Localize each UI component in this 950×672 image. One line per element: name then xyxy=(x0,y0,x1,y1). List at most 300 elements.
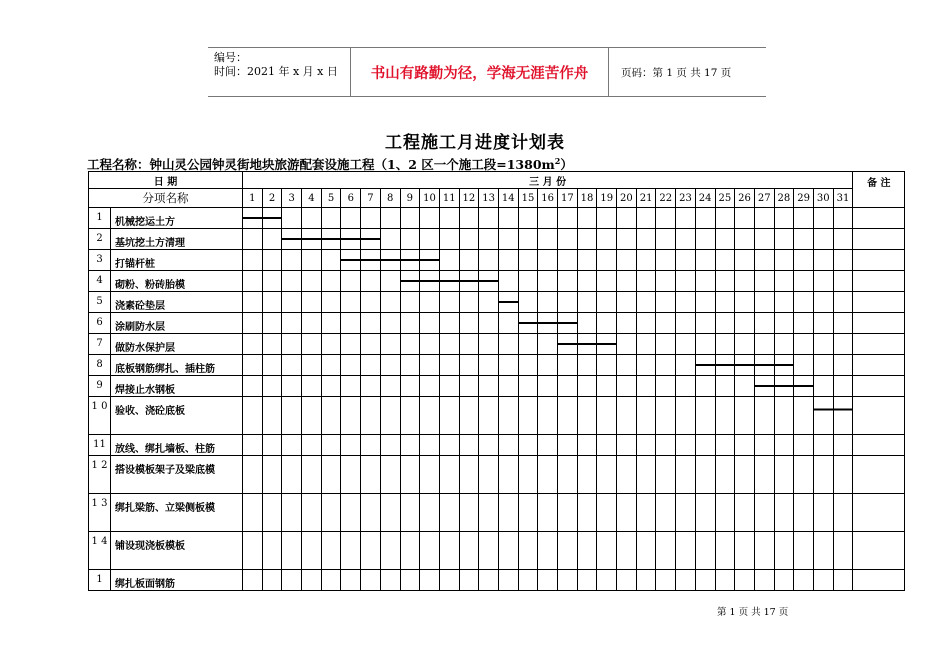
day-cell xyxy=(400,397,420,435)
day-cell xyxy=(715,292,735,313)
day-number: 9 xyxy=(400,189,420,208)
day-cell xyxy=(479,334,499,355)
day-cell xyxy=(695,532,715,570)
day-cell xyxy=(577,250,597,271)
day-cell xyxy=(813,532,833,570)
remark-cell xyxy=(853,355,905,376)
item-name: 放线、绑扎墙板、柱筋 xyxy=(111,435,243,456)
day-cell xyxy=(617,292,637,313)
day-cell xyxy=(636,334,656,355)
day-cell xyxy=(439,532,459,570)
day-cell xyxy=(282,250,302,271)
day-cell xyxy=(813,292,833,313)
day-cell xyxy=(735,334,755,355)
row-number: 11 xyxy=(89,435,111,456)
day-cell xyxy=(656,229,676,250)
day-cell xyxy=(794,271,814,292)
day-cell xyxy=(262,376,282,397)
day-cell xyxy=(558,456,578,494)
day-cell xyxy=(262,494,282,532)
day-cell xyxy=(302,208,322,229)
day-cell xyxy=(656,456,676,494)
day-cell xyxy=(361,494,381,532)
day-cell xyxy=(420,250,440,271)
day-cell xyxy=(518,397,538,435)
day-cell xyxy=(439,334,459,355)
table-row xyxy=(89,229,905,250)
table-row xyxy=(89,292,905,313)
day-cell xyxy=(695,271,715,292)
day-cell xyxy=(695,208,715,229)
day-cell xyxy=(361,570,381,591)
day-cell xyxy=(813,355,833,376)
day-number: 24 xyxy=(695,189,715,208)
day-cell xyxy=(833,271,853,292)
day-cell xyxy=(400,494,420,532)
day-cell xyxy=(833,313,853,334)
day-cell xyxy=(656,494,676,532)
day-cell xyxy=(656,355,676,376)
serial-label: 编号： xyxy=(214,51,247,64)
day-cell xyxy=(636,271,656,292)
day-cell xyxy=(538,435,558,456)
day-cell xyxy=(262,355,282,376)
day-cell xyxy=(774,532,794,570)
day-cell xyxy=(715,250,735,271)
day-cell xyxy=(321,208,341,229)
day-cell xyxy=(656,313,676,334)
day-cell xyxy=(636,229,656,250)
day-cell xyxy=(459,532,479,570)
day-cell xyxy=(518,494,538,532)
day-cell xyxy=(597,456,617,494)
day-number: 27 xyxy=(754,189,774,208)
day-cell xyxy=(479,494,499,532)
day-cell xyxy=(341,397,361,435)
day-cell xyxy=(577,570,597,591)
day-cell xyxy=(597,376,617,397)
day-cell xyxy=(243,208,263,229)
day-cell xyxy=(439,435,459,456)
day-cell xyxy=(715,376,735,397)
day-cell xyxy=(735,250,755,271)
day-cell xyxy=(341,334,361,355)
project-text: 工程名称：钟山灵公园钟灵街地块旅游配套设施工程（1、2 区一个施工段=1380m xyxy=(87,157,555,172)
day-cell xyxy=(380,456,400,494)
day-cell xyxy=(754,532,774,570)
day-cell xyxy=(577,208,597,229)
day-cell xyxy=(617,355,637,376)
day-cell xyxy=(341,208,361,229)
day-cell xyxy=(459,334,479,355)
day-cell xyxy=(361,250,381,271)
day-number: 31 xyxy=(833,189,853,208)
day-cell xyxy=(774,494,794,532)
day-cell xyxy=(518,208,538,229)
day-cell xyxy=(243,250,263,271)
day-cell xyxy=(558,532,578,570)
day-cell xyxy=(597,494,617,532)
day-cell xyxy=(774,355,794,376)
date-header: 日 期 xyxy=(89,172,243,189)
table-row xyxy=(89,397,905,435)
day-cell xyxy=(282,334,302,355)
day-cell xyxy=(676,397,696,435)
day-cell xyxy=(754,397,774,435)
day-cell xyxy=(676,435,696,456)
day-cell xyxy=(715,355,735,376)
day-cell xyxy=(498,397,518,435)
day-cell xyxy=(813,397,833,435)
day-cell xyxy=(794,435,814,456)
table-row xyxy=(89,313,905,334)
day-cell xyxy=(577,313,597,334)
day-cell xyxy=(538,250,558,271)
day-cell xyxy=(400,229,420,250)
day-cell xyxy=(262,313,282,334)
item-name: 绑扎板面钢筋 xyxy=(111,570,243,591)
day-number: 3 xyxy=(282,189,302,208)
day-cell xyxy=(695,376,715,397)
day-cell xyxy=(321,456,341,494)
day-cell xyxy=(302,313,322,334)
day-cell xyxy=(282,313,302,334)
day-number: 14 xyxy=(498,189,518,208)
item-name: 砌粉、粉砖胎模 xyxy=(111,271,243,292)
day-cell xyxy=(577,292,597,313)
day-cell xyxy=(558,271,578,292)
row-number: 1 2 xyxy=(89,456,111,494)
day-number: 25 xyxy=(715,189,735,208)
day-cell xyxy=(715,456,735,494)
day-cell xyxy=(715,435,735,456)
day-cell xyxy=(617,435,637,456)
day-number: 22 xyxy=(656,189,676,208)
day-cell xyxy=(636,456,656,494)
day-cell xyxy=(262,435,282,456)
item-name: 做防水保护层 xyxy=(111,334,243,355)
day-number: 26 xyxy=(735,189,755,208)
day-cell xyxy=(282,271,302,292)
day-cell xyxy=(538,494,558,532)
day-cell xyxy=(676,250,696,271)
item-name: 搭设模板架子及梁底模 xyxy=(111,456,243,494)
day-cell xyxy=(715,570,735,591)
day-cell xyxy=(380,334,400,355)
day-cell xyxy=(479,292,499,313)
day-cell xyxy=(498,250,518,271)
day-cell xyxy=(420,334,440,355)
day-cell xyxy=(380,271,400,292)
day-cell xyxy=(715,532,735,570)
day-cell xyxy=(341,570,361,591)
day-cell xyxy=(597,397,617,435)
day-cell xyxy=(577,376,597,397)
day-cell xyxy=(243,456,263,494)
day-cell xyxy=(833,494,853,532)
day-cell xyxy=(282,208,302,229)
day-cell xyxy=(420,229,440,250)
day-cell xyxy=(282,532,302,570)
header-page-info: 页码：第 1 页 共 17 页 xyxy=(621,66,732,79)
item-name: 机械挖运土方 xyxy=(111,208,243,229)
day-cell xyxy=(439,494,459,532)
day-cell xyxy=(420,532,440,570)
day-cell xyxy=(597,250,617,271)
day-number: 19 xyxy=(597,189,617,208)
day-cell xyxy=(597,570,617,591)
day-cell xyxy=(794,292,814,313)
day-cell xyxy=(420,208,440,229)
day-number: 29 xyxy=(794,189,814,208)
day-cell xyxy=(361,208,381,229)
day-cell xyxy=(341,355,361,376)
day-cell xyxy=(400,313,420,334)
day-cell xyxy=(341,271,361,292)
row-number: 9 xyxy=(89,376,111,397)
day-cell xyxy=(794,532,814,570)
table-row xyxy=(89,355,905,376)
day-cell xyxy=(479,355,499,376)
day-cell xyxy=(774,250,794,271)
day-cell xyxy=(321,313,341,334)
day-cell xyxy=(774,397,794,435)
day-cell xyxy=(380,397,400,435)
day-cell xyxy=(439,313,459,334)
day-cell xyxy=(833,229,853,250)
day-cell xyxy=(754,456,774,494)
day-cell xyxy=(794,494,814,532)
day-cell xyxy=(498,313,518,334)
day-cell xyxy=(754,494,774,532)
day-cell xyxy=(380,292,400,313)
day-cell xyxy=(439,376,459,397)
day-cell xyxy=(774,376,794,397)
table-row xyxy=(89,334,905,355)
project-text-end: ） xyxy=(560,157,573,172)
day-cell xyxy=(833,397,853,435)
day-cell xyxy=(459,570,479,591)
day-cell xyxy=(302,292,322,313)
day-cell xyxy=(617,208,637,229)
row-number: 7 xyxy=(89,334,111,355)
day-cell xyxy=(341,292,361,313)
day-cell xyxy=(341,435,361,456)
day-cell xyxy=(262,229,282,250)
table-row xyxy=(89,570,905,591)
day-cell xyxy=(715,229,735,250)
day-cell xyxy=(479,397,499,435)
day-cell xyxy=(754,313,774,334)
day-cell xyxy=(656,271,676,292)
table-row xyxy=(89,208,905,229)
day-cell xyxy=(380,435,400,456)
day-cell xyxy=(833,334,853,355)
day-cell xyxy=(341,456,361,494)
day-cell xyxy=(597,271,617,292)
day-cell xyxy=(243,376,263,397)
day-cell xyxy=(676,570,696,591)
day-cell xyxy=(597,208,617,229)
day-cell xyxy=(282,355,302,376)
day-cell xyxy=(302,397,322,435)
day-cell xyxy=(518,250,538,271)
day-cell xyxy=(676,456,696,494)
header-row-1 xyxy=(89,172,905,189)
remark-cell xyxy=(853,229,905,250)
time-label: 时间：2021 年 x 月 x 日 xyxy=(214,65,338,78)
day-cell xyxy=(262,271,282,292)
day-cell xyxy=(459,229,479,250)
row-number: 1 0 xyxy=(89,397,111,435)
day-cell xyxy=(558,376,578,397)
day-cell xyxy=(794,456,814,494)
day-cell xyxy=(400,292,420,313)
day-cell xyxy=(518,435,538,456)
day-cell xyxy=(262,250,282,271)
day-cell xyxy=(341,313,361,334)
day-cell xyxy=(794,250,814,271)
day-cell xyxy=(754,376,774,397)
remark-cell xyxy=(853,435,905,456)
day-cell xyxy=(695,334,715,355)
day-cell xyxy=(735,208,755,229)
day-cell xyxy=(518,456,538,494)
day-cell xyxy=(439,208,459,229)
remark-cell xyxy=(853,271,905,292)
day-cell xyxy=(439,271,459,292)
remark-cell xyxy=(853,208,905,229)
day-cell xyxy=(361,397,381,435)
day-cell xyxy=(754,334,774,355)
row-number: 1 3 xyxy=(89,494,111,532)
day-cell xyxy=(321,292,341,313)
day-cell xyxy=(361,456,381,494)
day-cell xyxy=(577,494,597,532)
day-cell xyxy=(676,494,696,532)
day-cell xyxy=(676,292,696,313)
day-cell xyxy=(262,292,282,313)
day-cell xyxy=(617,313,637,334)
day-cell xyxy=(656,334,676,355)
day-cell xyxy=(774,208,794,229)
day-cell xyxy=(420,271,440,292)
day-cell xyxy=(695,229,715,250)
day-cell xyxy=(656,292,676,313)
day-cell xyxy=(735,494,755,532)
item-name: 绑扎梁筋、立梁侧板模 xyxy=(111,494,243,532)
day-cell xyxy=(813,250,833,271)
day-cell xyxy=(479,435,499,456)
day-cell xyxy=(636,376,656,397)
remark-cell xyxy=(853,250,905,271)
day-cell xyxy=(558,313,578,334)
day-cell xyxy=(617,376,637,397)
day-cell xyxy=(400,570,420,591)
day-cell xyxy=(754,250,774,271)
day-cell xyxy=(636,355,656,376)
day-cell xyxy=(321,494,341,532)
day-cell xyxy=(459,313,479,334)
day-cell xyxy=(636,570,656,591)
day-cell xyxy=(577,271,597,292)
day-cell xyxy=(833,435,853,456)
day-cell xyxy=(341,250,361,271)
day-cell xyxy=(774,456,794,494)
day-cell xyxy=(833,355,853,376)
day-cell xyxy=(833,208,853,229)
day-cell xyxy=(617,397,637,435)
page-footer: 第 1 页 共 17 页 xyxy=(717,607,789,618)
day-cell xyxy=(321,334,341,355)
day-cell xyxy=(243,494,263,532)
day-cell xyxy=(794,229,814,250)
day-cell xyxy=(420,494,440,532)
header-meta xyxy=(208,48,351,96)
day-cell xyxy=(361,435,381,456)
day-cell xyxy=(243,313,263,334)
day-cell xyxy=(577,229,597,250)
day-cell xyxy=(243,334,263,355)
day-cell xyxy=(617,494,637,532)
day-cell xyxy=(813,456,833,494)
day-number: 4 xyxy=(302,189,322,208)
day-number: 12 xyxy=(459,189,479,208)
day-cell xyxy=(538,456,558,494)
day-cell xyxy=(321,376,341,397)
day-cell xyxy=(262,397,282,435)
day-cell xyxy=(400,271,420,292)
day-cell xyxy=(361,376,381,397)
item-name: 打锚杆桩 xyxy=(111,250,243,271)
day-cell xyxy=(282,435,302,456)
day-cell xyxy=(617,271,637,292)
day-cell xyxy=(538,532,558,570)
day-cell xyxy=(676,532,696,570)
day-cell xyxy=(794,397,814,435)
remark-cell xyxy=(853,532,905,570)
progress-table xyxy=(88,171,905,591)
day-cell xyxy=(695,313,715,334)
day-cell xyxy=(813,435,833,456)
table-row xyxy=(89,376,905,397)
item-name: 验收、浇砼底板 xyxy=(111,397,243,435)
day-number: 2 xyxy=(262,189,282,208)
day-cell xyxy=(833,456,853,494)
day-cell xyxy=(498,208,518,229)
item-name: 焊接止水钢板 xyxy=(111,376,243,397)
day-cell xyxy=(262,570,282,591)
day-cell xyxy=(794,376,814,397)
day-cell xyxy=(656,376,676,397)
day-cell xyxy=(420,376,440,397)
day-cell xyxy=(538,292,558,313)
day-cell xyxy=(754,355,774,376)
day-number: 17 xyxy=(558,189,578,208)
day-cell xyxy=(380,494,400,532)
day-cell xyxy=(302,570,322,591)
day-cell xyxy=(617,250,637,271)
item-name: 基坑挖土方清理 xyxy=(111,229,243,250)
day-cell xyxy=(302,229,322,250)
day-cell xyxy=(400,456,420,494)
day-cell xyxy=(636,292,656,313)
day-cell xyxy=(833,532,853,570)
day-cell xyxy=(597,292,617,313)
day-cell xyxy=(459,397,479,435)
day-number: 10 xyxy=(420,189,440,208)
day-cell xyxy=(341,229,361,250)
